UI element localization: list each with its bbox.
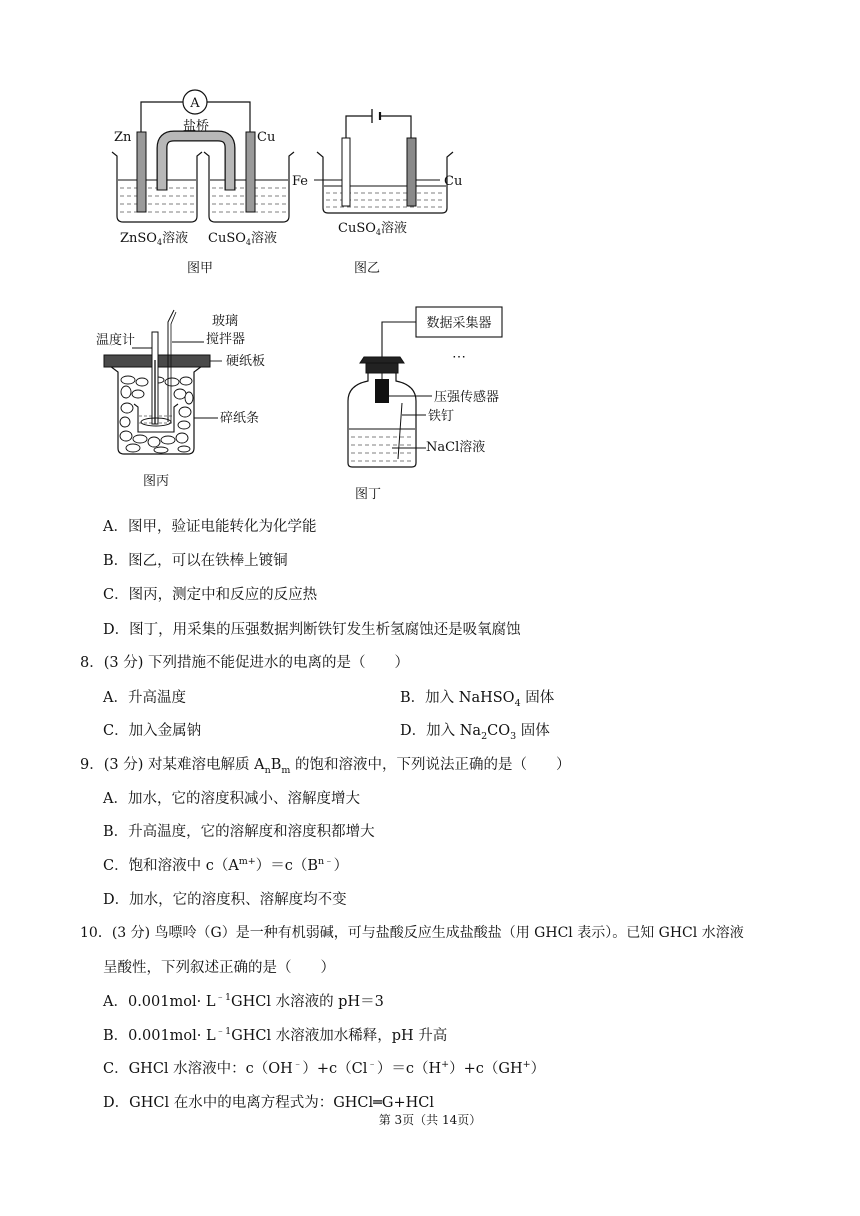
cuso4-label-yi: CuSO$_4$溶液 <box>338 221 407 237</box>
calorimeter-diagram <box>96 308 326 494</box>
q9-stem: 9．(3 分) 对某难溶电解质 $A_nB_m$ 的饱和溶液中，下列说法正确的是（ ） <box>80 757 571 776</box>
figure-ding <box>340 303 530 503</box>
zn-label: Zn <box>114 130 132 145</box>
page-footer: 第 3页（共 14页） <box>378 1113 482 1127</box>
q9-option-d: D．加水，它的溶度积、溶解度均不变 <box>103 892 347 908</box>
q10-option-c: C．GHCl 水溶液中：c（OH﹣）+c（Cl﹣）＝c（H+）+c（GH+） <box>103 1059 546 1077</box>
salt-bridge-label: 盐桥 <box>182 119 210 134</box>
figure-bing-caption: 图丙 <box>142 474 170 489</box>
znso4-solution-label: ZnSO$_4$溶液 <box>120 231 189 247</box>
figure-yi <box>290 100 490 282</box>
galvanic-cell-diagram <box>100 86 300 282</box>
q9-option-c: C．饱和溶液中 $c(A^{m+})=c(B^{n﹣})$ <box>103 856 349 874</box>
q8-stem: 8．(3 分) 下列措施不能促进水的电离的是（ ） <box>80 655 409 671</box>
electroplating-diagram <box>290 100 490 282</box>
data-collector-label: 数据采集器 <box>426 316 492 331</box>
q8-option-b: B．加入 NaHSO$_4$ 固体 <box>400 690 555 709</box>
q7-option-a: A．图甲，验证电能转化为化学能 <box>103 519 317 535</box>
q9-option-a: A．加水，它的溶度积减小、溶解度增大 <box>103 791 360 807</box>
ammeter-label: A <box>190 96 200 111</box>
q10-option-b: B．$0.001mol\cdot L^{﹣1}GHCl$ 水溶液加水稀释，pH 升高 <box>103 1026 448 1044</box>
q10-stem-line2: 呈酸性，下列叙述正确的是（ ） <box>103 960 335 976</box>
fe-label: Fe <box>292 174 309 189</box>
pressure-sensor-label: 压强传感器 <box>434 390 500 405</box>
corrosion-sensor-diagram <box>340 303 530 503</box>
q9-option-b: B．升高温度，它的溶解度和溶度积都增大 <box>103 824 375 840</box>
stirrer-label: 搅拌器 <box>206 332 246 347</box>
figure-jia <box>100 86 300 282</box>
q10-option-a: A．$0.001mol\cdot L^{﹣1}GHCl$ 水溶液的 pH＝3 <box>103 992 384 1010</box>
iron-nail-label: 铁钉 <box>428 409 455 424</box>
q8-option-a: A．升高温度 <box>103 690 186 706</box>
q10-stem-line1: 10．(3 分) 鸟嘌呤（G）是一种有机弱碱，可与盐酸反应生成盐酸盐（用 GHCl 表示）。已知 GHCl 水溶液 <box>80 925 744 941</box>
figure-ding-caption: 图丁 <box>354 487 382 502</box>
cuso4-solution-label: CuSO$_4$溶液 <box>208 231 277 247</box>
q7-option-c: C．图丙，测定中和反应的反应热 <box>103 587 318 603</box>
nacl-solution-label: NaCl溶液 <box>426 440 486 455</box>
figure-bing <box>96 308 326 494</box>
q7-option-d: D．图丁，用采集的压强数据判断铁钉发生析氢腐蚀还是吸氧腐蚀 <box>103 622 521 638</box>
cu-label: Cu <box>257 130 276 145</box>
cardboard-label: 硬纸板 <box>226 354 266 369</box>
glass-label: 玻璃 <box>212 314 239 329</box>
thermometer-label: 温度计 <box>96 333 136 348</box>
figure-jia-caption: 图甲 <box>186 261 214 276</box>
cu-label-yi: Cu <box>444 174 463 189</box>
paper-scraps-label: 碎纸条 <box>220 411 260 426</box>
q8-option-c: C．加入金属钠 <box>103 723 202 739</box>
q8-option-d: D．加入 $Na_2CO_3$ 固体 <box>400 723 550 742</box>
ellipsis-label: ⋯ <box>452 349 466 365</box>
q10-option-d: D．GHCl 在水中的电离方程式为：GHCl═G+HCl <box>103 1095 434 1111</box>
figure-yi-caption: 图乙 <box>353 261 381 276</box>
q7-option-b: B．图乙，可以在铁棒上镀铜 <box>103 553 288 569</box>
